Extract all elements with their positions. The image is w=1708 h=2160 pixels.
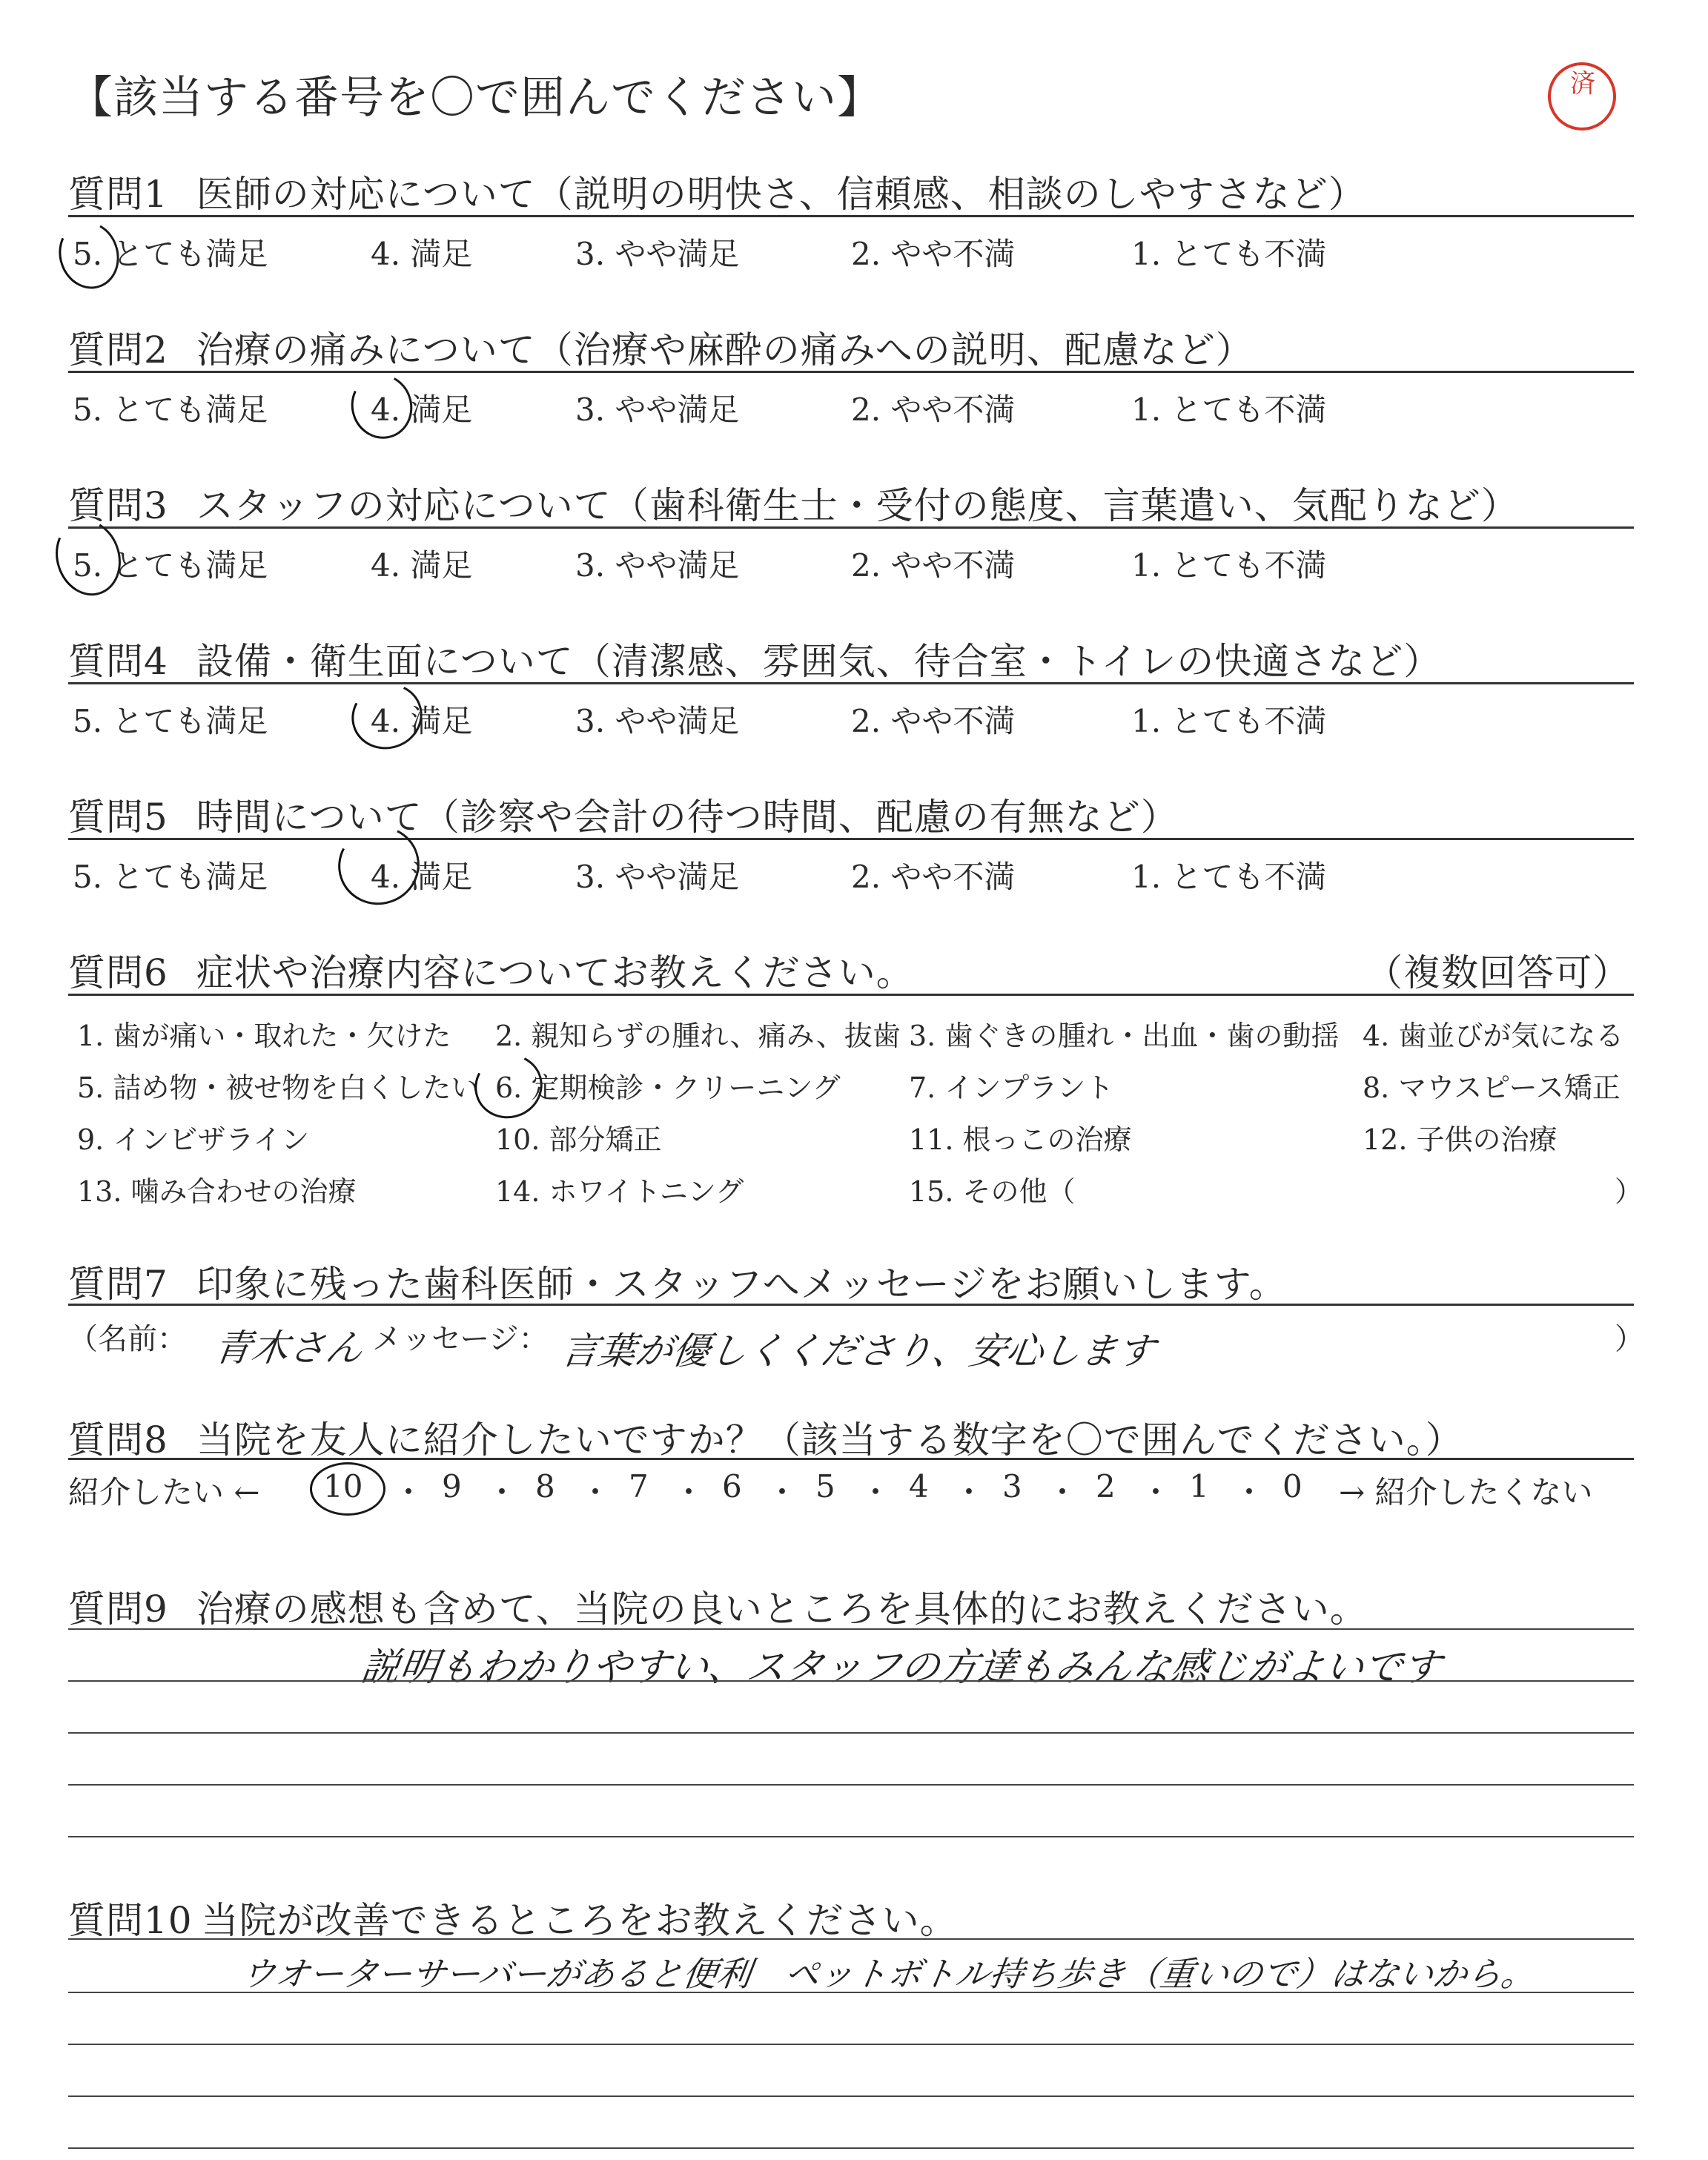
q1-selection-circle bbox=[50, 214, 128, 297]
q7-message-label: メッセージ： bbox=[372, 1322, 549, 1356]
q2-option-3[interactable]: 3. やや満足 bbox=[575, 392, 740, 428]
q4-option-4[interactable]: 4. 満足 bbox=[371, 703, 473, 739]
q6-item-1[interactable]: 1. 歯が痛い・取れた・欠けた bbox=[77, 1020, 451, 1052]
q10-heading bbox=[68, 1891, 958, 1944]
q6-heading bbox=[68, 943, 914, 997]
q8-rule bbox=[68, 1458, 1634, 1460]
q8-dot: ・ bbox=[953, 1474, 985, 1510]
q8-dot: ・ bbox=[767, 1474, 798, 1510]
q8-scale-8[interactable]: 8 bbox=[535, 1468, 555, 1505]
q9-number: 質問9 bbox=[68, 1588, 168, 1631]
q4-option-5[interactable]: 5. とても満足 bbox=[73, 703, 268, 739]
q4-selection-circle bbox=[343, 674, 431, 758]
q6-item-13[interactable]: 13. 噛み合わせの治療 bbox=[77, 1175, 357, 1208]
q6-item-5[interactable]: 5. 詰め物・被せ物を白くしたい bbox=[77, 1071, 480, 1104]
q5-rule bbox=[68, 838, 1634, 840]
q6-rule bbox=[68, 994, 1634, 996]
q2-rule bbox=[68, 371, 1634, 373]
q10-answer-line bbox=[68, 1938, 1634, 1940]
q4-text: 設備・衛生面について（清潔感、雰囲気、待合室・トイレの快適さなど） bbox=[196, 640, 1442, 683]
q8-dot: ・ bbox=[1140, 1474, 1172, 1510]
q2-text: 治療の痛みについて（治療や麻酔の痛みへの説明、配慮など） bbox=[196, 328, 1254, 371]
q6-item-6[interactable]: 6. 定期検診・クリーニング bbox=[495, 1071, 841, 1104]
q7-name-answer[interactable]: 青木さん bbox=[211, 1327, 366, 1370]
q3-option-2[interactable]: 2. やや不満 bbox=[851, 547, 1016, 584]
q1-rule bbox=[68, 215, 1634, 217]
q7-number: 質問7 bbox=[68, 1263, 168, 1306]
q4-option-3[interactable]: 3. やや満足 bbox=[575, 703, 740, 739]
q6-note: （複数回答可） bbox=[1366, 951, 1630, 994]
q8-dot: ・ bbox=[673, 1474, 705, 1510]
q4-heading bbox=[68, 632, 1441, 685]
form-title: 【該当する番号を〇で囲んでください】 bbox=[68, 72, 882, 124]
q1-text: 医師の対応について（説明の明快さ、信頼感、相談のしやすさなど） bbox=[196, 173, 1366, 216]
q5-option-3[interactable]: 3. やや満足 bbox=[575, 859, 740, 895]
q6-item-4[interactable]: 4. 歯並びが気になる bbox=[1363, 1020, 1624, 1052]
q1-heading bbox=[68, 165, 1366, 218]
q7-heading bbox=[68, 1255, 1287, 1308]
q8-number: 質問8 bbox=[68, 1418, 168, 1462]
q7-text: 印象に残った歯科医師・スタッフへメッセージをお願いします。 bbox=[196, 1263, 1287, 1306]
q8-scale-2[interactable]: 2 bbox=[1096, 1468, 1116, 1505]
q8-dot: ・ bbox=[486, 1474, 518, 1510]
q8-scale-3[interactable]: 3 bbox=[1002, 1468, 1022, 1505]
q9-text: 治療の感想も含めて、当院の良いところを具体的にお教えください。 bbox=[196, 1588, 1368, 1631]
q9-answer-line bbox=[68, 1732, 1634, 1734]
q7-message-answer[interactable]: 言葉が優しくくださり、安心します bbox=[558, 1330, 1158, 1373]
q10-number: 質問10 bbox=[68, 1899, 193, 1942]
q8-dot: ・ bbox=[1234, 1474, 1265, 1510]
stamp-text: 済 bbox=[1570, 69, 1594, 99]
q1-option-2[interactable]: 2. やや不満 bbox=[851, 236, 1016, 272]
q8-dot: ・ bbox=[1047, 1474, 1079, 1510]
q6-item-7[interactable]: 7. インプラント bbox=[909, 1071, 1114, 1104]
q8-scale-0[interactable]: 0 bbox=[1282, 1468, 1302, 1505]
q8-scale-7[interactable]: 7 bbox=[629, 1468, 649, 1505]
q8-dot: ・ bbox=[580, 1474, 612, 1510]
q2-option-4[interactable]: 4. 満足 bbox=[371, 392, 473, 428]
q8-dot: ・ bbox=[860, 1474, 892, 1510]
q5-number: 質問5 bbox=[68, 796, 168, 839]
q8-heading bbox=[68, 1410, 1463, 1464]
q8-selection-circle bbox=[310, 1462, 385, 1516]
q3-option-1[interactable]: 1. とても不満 bbox=[1131, 547, 1327, 584]
q2-selection-circle bbox=[342, 366, 420, 446]
q3-text: スタッフの対応について（歯科衛生士・受付の態度、言葉遣い、気配りなど） bbox=[196, 484, 1519, 527]
q2-number: 質問2 bbox=[68, 328, 168, 371]
q6-item-14[interactable]: 14. ホワイトニング bbox=[495, 1175, 744, 1208]
q7-rule bbox=[68, 1304, 1634, 1306]
q9-answer-line bbox=[68, 1784, 1634, 1786]
q8-scale-10[interactable]: 10 bbox=[323, 1468, 363, 1505]
q9-answer-line bbox=[68, 1628, 1634, 1630]
q8-left-label: 紹介したい ← bbox=[68, 1474, 260, 1510]
q2-option-2[interactable]: 2. やや不満 bbox=[851, 392, 1016, 428]
q4-option-1[interactable]: 1. とても不満 bbox=[1131, 703, 1327, 739]
q8-dot: ・ bbox=[393, 1474, 425, 1510]
q3-option-5[interactable]: 5. とても満足 bbox=[73, 547, 268, 584]
q5-text: 時間について（診察や会計の待つ時間、配慮の有無など） bbox=[196, 796, 1179, 839]
q5-option-2[interactable]: 2. やや不満 bbox=[851, 859, 1016, 895]
q1-option-1[interactable]: 1. とても不満 bbox=[1131, 236, 1327, 272]
q10-answer-line bbox=[68, 1992, 1634, 1993]
q9-answer[interactable]: 説明もわかりやすい、スタッフの方達もみんな感じがよいです bbox=[358, 1645, 1444, 1690]
q9-heading bbox=[68, 1579, 1368, 1633]
q3-heading bbox=[68, 476, 1519, 529]
q4-number: 質問4 bbox=[68, 640, 168, 683]
q6-item-11[interactable]: 11. 根っこの治療 bbox=[909, 1123, 1132, 1156]
q10-answer-line bbox=[68, 2095, 1634, 2097]
q4-option-2[interactable]: 2. やや不満 bbox=[851, 703, 1016, 739]
q2-heading bbox=[68, 320, 1254, 374]
q1-option-3[interactable]: 3. やや満足 bbox=[575, 236, 740, 272]
q10-answer-line bbox=[68, 2044, 1634, 2045]
q6-item-8[interactable]: 8. マウスピース矯正 bbox=[1363, 1071, 1621, 1104]
q10-answer[interactable]: ウオーターサーバーがあると便利 ペットボトル持ち歩き（重いので）はないから。 bbox=[238, 1954, 1539, 1994]
q8-scale-6[interactable]: 6 bbox=[722, 1468, 742, 1505]
q8-scale-5[interactable]: 5 bbox=[815, 1468, 835, 1505]
q5-option-1[interactable]: 1. とても不満 bbox=[1131, 859, 1327, 895]
q6-item-12[interactable]: 12. 子供の治療 bbox=[1363, 1123, 1558, 1156]
q10-text: 当院が改善できるところをお教えください。 bbox=[201, 1899, 958, 1942]
q1-option-4[interactable]: 4. 満足 bbox=[371, 236, 473, 272]
q8-scale-1[interactable]: 1 bbox=[1189, 1468, 1209, 1505]
q6-selection-circle bbox=[466, 1046, 551, 1127]
q8-right-label: → 紹介したくない bbox=[1339, 1474, 1593, 1510]
q2-option-5[interactable]: 5. とても満足 bbox=[73, 392, 268, 428]
q6-item-3[interactable]: 3. 歯ぐきの腫れ・出血・歯の動揺 bbox=[909, 1020, 1340, 1052]
q3-rule bbox=[68, 526, 1634, 529]
q4-rule bbox=[68, 682, 1634, 684]
q8-scale-4[interactable]: 4 bbox=[909, 1468, 929, 1505]
q9-answer-line bbox=[68, 1680, 1634, 1682]
q1-number: 質問1 bbox=[68, 173, 168, 216]
q3-number: 質問3 bbox=[68, 484, 168, 527]
q6-item-10[interactable]: 10. 部分矯正 bbox=[495, 1123, 662, 1156]
q9-answer-line bbox=[68, 1836, 1634, 1837]
q7-close-paren: ） bbox=[1615, 1322, 1644, 1356]
q5-heading bbox=[68, 787, 1179, 841]
q3-option-4[interactable]: 4. 満足 bbox=[371, 547, 473, 584]
q3-option-3[interactable]: 3. やや満足 bbox=[575, 547, 740, 584]
q6-text: 症状や治療内容についてお教えください。 bbox=[196, 951, 914, 994]
q1-option-5[interactable]: 5. とても満足 bbox=[73, 236, 268, 272]
q6-item-2[interactable]: 2. 親知らずの腫れ、痛み、抜歯 bbox=[495, 1020, 901, 1052]
q6-item-15[interactable]: 15. その他（ bbox=[909, 1175, 1076, 1208]
q6-item-9[interactable]: 9. インビザライン bbox=[77, 1123, 310, 1156]
q5-option-4[interactable]: 4. 満足 bbox=[371, 859, 473, 895]
q5-option-5[interactable]: 5. とても満足 bbox=[73, 859, 268, 895]
q6-number: 質問6 bbox=[68, 951, 168, 994]
q10-answer-line bbox=[68, 2147, 1634, 2149]
q6-item-15-close: ） bbox=[1615, 1175, 1644, 1208]
processed-stamp bbox=[1548, 62, 1616, 131]
q8-scale-9[interactable]: 9 bbox=[442, 1468, 462, 1505]
q2-option-1[interactable]: 1. とても不満 bbox=[1131, 392, 1327, 428]
q7-name-label: （名前： bbox=[68, 1322, 187, 1356]
q8-text: 当院を友人に紹介したいですか？（該当する数字を〇で囲んでください。） bbox=[196, 1418, 1463, 1462]
